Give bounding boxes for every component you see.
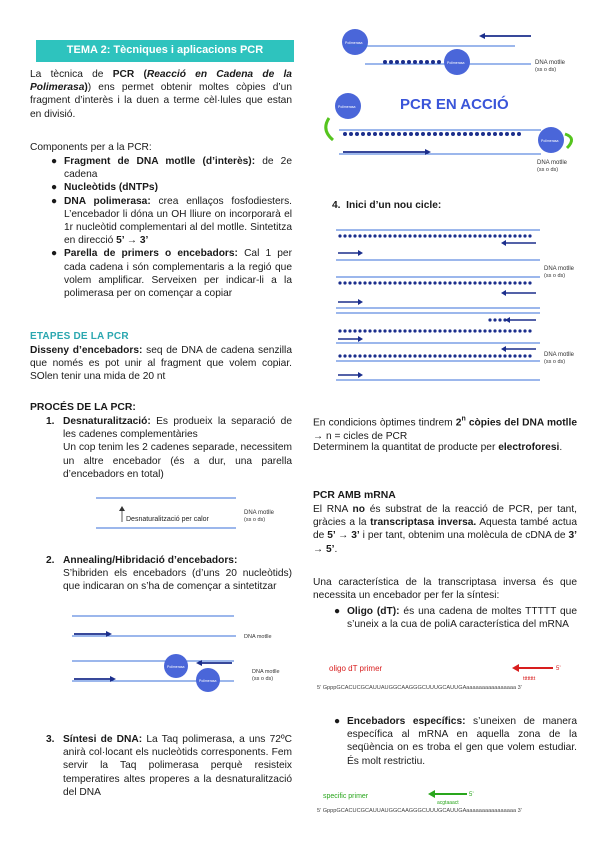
step-4: 4. Inici d’un nou cicle: [332, 200, 442, 211]
svg-text:tttttttt: tttttttt [523, 676, 536, 682]
svg-text:Polimerasa: Polimerasa [167, 665, 185, 669]
specific-label: specific primer [323, 793, 369, 800]
list-item: ● Nucleòtids (dNTPs) [51, 182, 158, 194]
list-item: ● Oligo (dT): és una cadena de moltes TTTTT que s’uneix a la cua de poliA característica del mRNA [334, 606, 577, 631]
etapes-paragraph: Disseny d’encebadors: seq de DNA de cadena senzilla que només es pot unir al fragment que volem copiar. SOlen tenir una mida de 20 nt [30, 345, 292, 383]
svg-text:DNA motlle: DNA motlle [537, 160, 568, 166]
proces-heading: PROCÉS DE LA PCR: [30, 402, 136, 413]
svg-text:acgtaaact: acgtaaact [437, 800, 459, 806]
top-polimerasa-diagram [335, 24, 585, 86]
svg-text:Polimerasa: Polimerasa [338, 105, 356, 109]
svg-text:(ss o ds): (ss o ds) [252, 676, 274, 682]
svg-text:DNA motlle: DNA motlle [252, 669, 280, 675]
svg-text:Polimerasa: Polimerasa [345, 41, 363, 45]
page-title: TEMA 2: Tècniques i aplicacions PCR [36, 40, 294, 62]
encebadors-item [313, 715, 577, 768]
svg-text:Polimerasa: Polimerasa [447, 61, 465, 65]
ss-ds-label: (ss o ds) [244, 517, 266, 523]
electroforesi-paragraph: Determinem la quantitat de producte per electroforesi. [313, 442, 563, 453]
components-list [30, 155, 292, 300]
step-2: 2. Annealing/Hibridació d’encebadors: S’hibriden els encebadors (d’uns 20 nucleòtids) que indicaran on s’ha de començar a sintetitzar [46, 555, 292, 593]
list-item: ● Fragment de DNA motlle (d’interès): de 2e cadena [51, 156, 292, 181]
oligo-seq: 5’ GpppGCACUCGCAUUAUGGCAAGGGCUUUGCAUUGAaaaaaaaaaaaaaaaa 3’ [317, 685, 522, 691]
oligo-item [313, 605, 577, 631]
intro-paragraph: La tècnica de PCR (Reacció en Cadena de la Polimerasa)) ens permet obtenir moltes còpies d’un fragment d’interès i la duen a terme cèl·lules que estan en divisió. [30, 69, 292, 120]
desnat-label: Desnaturalització per calor [126, 516, 209, 523]
oligo-label: oligo dT primer [329, 664, 383, 673]
svg-text:DNA motlle: DNA motlle [244, 634, 272, 640]
annealing-diagram [66, 608, 296, 708]
nou-cicle-diagram [330, 222, 590, 384]
specific-seq: 5’ GpppGCACUCGCAUUAUGGCAAGGGCUUUGCAUUGAaaaaaaaaaaaaaaaa 3’ [317, 808, 522, 814]
pcr-en-accio-title: PCR EN ACCIÓ [400, 96, 509, 113]
svg-text:Polimerasa: Polimerasa [199, 679, 217, 683]
step-3: 3. Síntesi de DNA: La Taq polimerasa, a uns 72ºC anirà col·locant els nucleòtids corresponents. Fem servir la Taq polimerasa perquè resisteix temperatires altes properes a la desnaturalització del DNA [46, 734, 292, 798]
svg-text:DNA motlle: DNA motlle [544, 352, 575, 358]
components-heading: Components per a la PCR: [30, 142, 152, 153]
list-item: ● Parella de primers o encebadors: Cal 1 per cada cadena i són complementaris a la regió que volem amplificar. Serveixen per indicar-li a la polimerasa per on començar a copiar [51, 248, 292, 300]
svg-text:(ss o ds): (ss o ds) [537, 167, 559, 173]
mrna-heading: PCR AMB mRNA [313, 490, 396, 501]
etapes-heading: ETAPES DE LA PCR [30, 331, 129, 342]
pcr-en-accio-diagram [315, 90, 585, 185]
mrna-paragraph: El RNA no és substrat de la reacció de PCR, per tant, gràcies a la transcriptasa inversa. Aquesta també actua de 5’ → 3’ i per tant, obtenim una molècula de cDNA de 3’ → 5’. [313, 504, 578, 555]
specific-primer-figure [313, 786, 583, 816]
list-item: ● DNA polimerasa: crea enllaços fosfodiesters. L’encebador li dóna un OH lliure on incorporarà el 1r nucleòtid complementari al del motlle. Sintetitza en direcció 5’ → 3’ [51, 195, 292, 247]
svg-text:DNA motlle: DNA motlle [544, 266, 575, 272]
list-item: ● Encebadors específics: s’uneixen de manera específica al mRNA en aquella zona de la seqüència on es troba el gen que volem estudiar. És molt restrictiu. [334, 716, 577, 767]
rt-intro: Una característica de la transcriptasa inversa és que necessita un encebador per fer la síntesi: [313, 577, 577, 602]
svg-text:(ss o ds): (ss o ds) [544, 273, 566, 279]
oligo-dt-figure [313, 660, 583, 694]
svg-text:(ss o ds): (ss o ds) [535, 67, 557, 73]
desnaturalitzacio-diagram [96, 492, 296, 537]
svg-text:5’: 5’ [469, 792, 474, 798]
svg-text:DNA motlle: DNA motlle [535, 60, 566, 66]
dna-motlle-label: DNA motlle [244, 510, 275, 516]
copies-paragraph: En condicions òptimes tindrem 2$^n$ còpies del DNA motlle → n = cicles de PCR [313, 416, 577, 442]
svg-text:Polimerasa: Polimerasa [541, 139, 559, 143]
svg-text:5’: 5’ [556, 666, 561, 672]
svg-text:(ss o ds): (ss o ds) [544, 359, 566, 365]
step-1: 1. Desnaturalització: Es produeix la separació de les cadenes complementàries Un cop tenim les 2 cadenes separade, necessitem un altre encebador (és a dur, una parella d’encebadors en total) [46, 416, 292, 480]
